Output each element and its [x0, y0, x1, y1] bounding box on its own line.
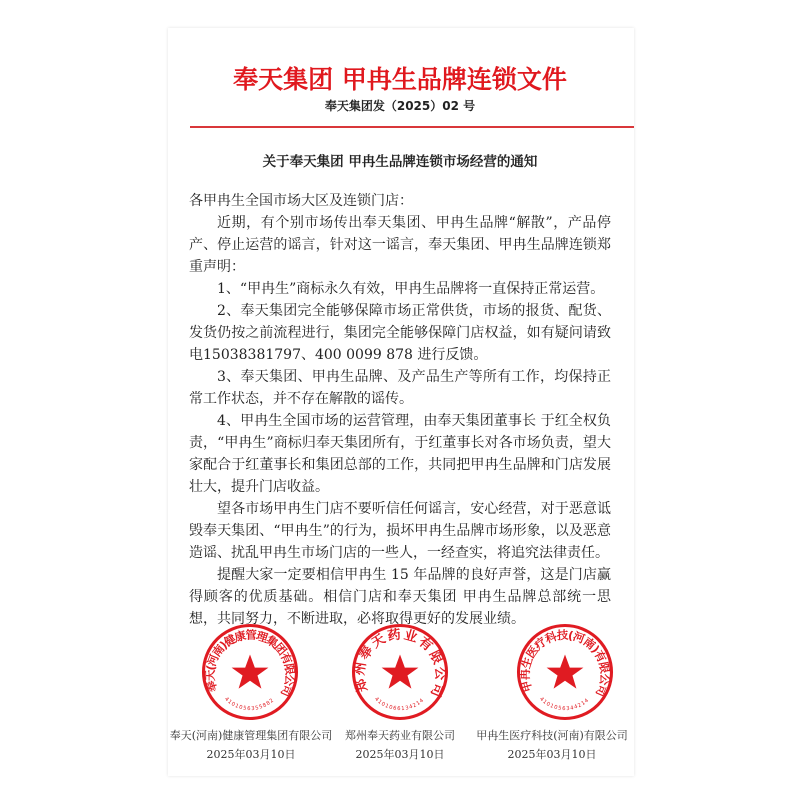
company-seal-stamp — [350, 622, 450, 722]
paragraph: 4、甲冉生全国市场的运营管理，由奉天集团董事长 于红全权负责，“甲冉生”商标归奉天集团所有，于红董事长对各市场负责，望大家配合于红董事长和集团总部的工作，共同把甲冉生品牌和门店发展壮大，提升门店收益。 — [189, 413, 611, 495]
star-icon — [232, 654, 269, 688]
svg-text:4101056355882 — [223, 696, 275, 712]
signature-block — [470, 726, 634, 764]
star-icon — [547, 654, 584, 688]
seal-number: 4101056344214 — [538, 696, 591, 713]
salutation: 各甲冉生全国市场大区及连锁门店： — [189, 193, 413, 209]
notice-title: 关于奉天集团 甲冉生品牌连锁市场经营的通知 — [262, 154, 538, 170]
signature-block — [342, 726, 458, 764]
signature-company: 郑州奉天药业有限公司 — [345, 729, 455, 742]
star-icon — [382, 654, 419, 688]
seal-text: 甲冉生医疗科技(河南)有限公司 — [517, 627, 613, 700]
document-header-title: 奉天集团 甲冉生品牌连锁文件 — [233, 65, 567, 94]
signature-date: 2025年03月10日 — [355, 748, 445, 761]
paragraph: 1、“甲冉生”商标永久有效，甲冉生品牌将一直保持正常运营。 — [217, 281, 605, 297]
paragraph: 2、奉天集团完全能够保障市场正常供货，市场的报货、配货、发货仍按之前流程进行，集团完全能够保障门店权益，如有疑问请致电15038381797、400 0099 878 进行反馈。 — [189, 303, 611, 363]
seal-text: 郑州奉天药业有限公司 — [352, 627, 448, 699]
signature-company: 奉天(河南)健康管理集团有限公司 — [169, 729, 333, 742]
svg-text:4101066134214 — [373, 696, 425, 712]
company-seal-stamp — [515, 622, 615, 722]
paragraph: 近期，有个别市场传出奉天集团、甲冉生品牌“解散”，产品停产、停止运营的谣言，针对这一谣言，奉天集团、甲冉生品牌连锁郑重声明： — [189, 215, 611, 275]
paragraph: 望各市场甲冉生门店不要听信任何谣言，安心经营，对于恶意诋毁奉天集团、“甲冉生”的行为，损坏甲冉生品牌市场形象，以及恶意造谣、扰乱甲冉生市场门店的一些人，一经查实，将追究法律责任。 — [189, 501, 611, 561]
seal-number: 4101056355882 — [223, 696, 276, 713]
company-seal-stamp — [200, 622, 300, 722]
paragraph: 提醒大家一定要相信甲冉生 15 年品牌的良好声誉，这是门店赢得顾客的优质基础。相信门店和奉天集团 甲冉生品牌总部统一思想，共同努力，不断进取，必将取得更好的发展业绩。 — [189, 567, 611, 627]
signature-date: 2025年03月10日 — [206, 748, 296, 761]
header-divider — [190, 126, 634, 128]
signature-block — [168, 726, 334, 764]
svg-text:4101056344214 — [538, 696, 590, 712]
seal-number: 4101066134214 — [373, 696, 426, 713]
notice-body — [189, 190, 611, 630]
signature-date: 2025年03月10日 — [507, 748, 597, 761]
seal-text: 奉天(河南)健康管理集团有限公司 — [202, 627, 298, 700]
paragraph: 3、奉天集团、甲冉生品牌、及产品生产等所有工作，均保持正常工作状态，并不存在解散的谣传。 — [189, 369, 611, 407]
document-number: 奉天集团发（2025）02 号 — [324, 99, 476, 113]
signature-company: 甲冉生医疗科技(河南)有限公司 — [476, 729, 628, 742]
